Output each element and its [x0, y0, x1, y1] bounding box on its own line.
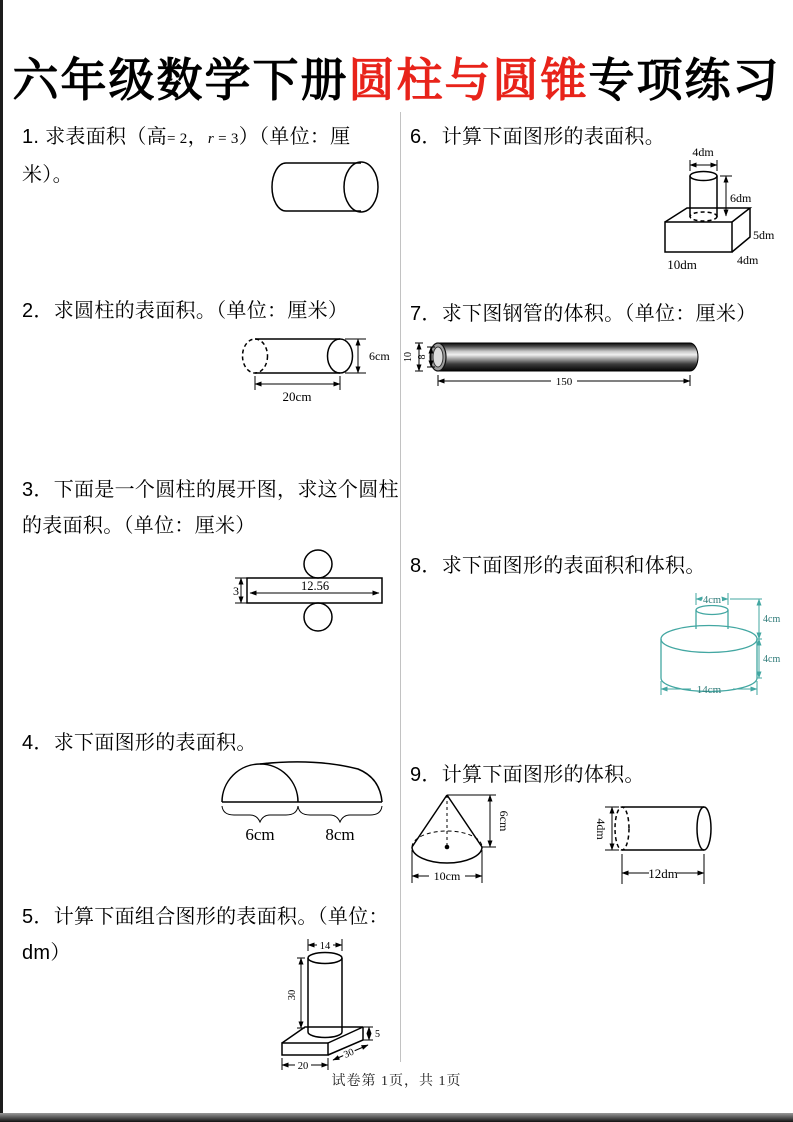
dim-label-right-width: 8cm: [325, 825, 355, 844]
dim-label-pipe-length: 150: [555, 376, 573, 388]
dim-label-slab-thickness: 5: [375, 1029, 380, 1040]
dim-label-cylinder-diameter: 4dm: [594, 818, 608, 840]
dim-label-box-depth: 4dm: [737, 253, 759, 267]
question-6-text: 6．计算下面图形的表面积。: [410, 126, 666, 148]
dim-label-top-diameter: 4dm: [692, 145, 714, 159]
dim-label-box-height: 5dm: [753, 228, 775, 242]
figure-q3-cylinder-net: [233, 545, 403, 655]
dim-label-cylinder-height: 6dm: [730, 191, 752, 205]
figure-q5-cylinder-on-slab: [278, 935, 384, 1075]
dim-label-circumference: 12.56: [300, 579, 330, 593]
dim-label-length: 20cm: [282, 389, 312, 404]
figure-q1-cylinder: [272, 158, 384, 218]
q1-var-r: r: [207, 131, 215, 147]
dim-label-cone-height: 6cm: [497, 810, 511, 832]
dim-label-net-height: 3: [233, 584, 239, 598]
title-prefix: 六年级数学下册: [12, 54, 349, 106]
dim-label-base-diameter: 14cm: [696, 684, 722, 696]
dim-label-upper-height: 4cm: [763, 614, 781, 625]
question-7-text: 7．求下图钢管的体积。（单位：厘米）: [410, 303, 757, 325]
figure-q9-cylinder: [556, 800, 726, 890]
dim-label-box-width: 10dm: [667, 257, 697, 272]
question-5-text: 5．计算下面组合图形的表面积。（单位：dm）: [22, 906, 389, 964]
dim-label-inner-diameter: 8: [417, 354, 428, 360]
q1-post: ）（单位：厘米）。: [22, 126, 351, 186]
q1-pre: 1. 求表面积（高: [22, 126, 167, 148]
figure-q7-steel-pipe: [405, 335, 793, 390]
footer-page-info: 试卷第 1页，共 1页: [331, 1074, 462, 1089]
dim-label-left-width: 6cm: [245, 825, 275, 844]
dim-label-cone-base: 10cm: [433, 869, 461, 883]
question-8-text: 8．求下面图形的表面积和体积。: [410, 555, 706, 577]
dim-label-diameter: 6cm: [369, 349, 390, 363]
question-4-text: 4．求下面图形的表面积。: [22, 732, 257, 754]
dim-label-slab-depth: 30: [342, 1046, 356, 1061]
question-9-text: 9．计算下面图形的体积。: [410, 764, 645, 786]
q1-eq-height: = 2: [166, 131, 188, 147]
question-3-text: 3．下面是一个圆柱的展开图，求这个圆柱的表面积。（单位：厘米）: [22, 479, 399, 537]
q1-eq-r: = 3: [214, 131, 239, 147]
scan-edge-left: [0, 0, 3, 1122]
dim-label-slab-width: 20: [297, 1061, 309, 1072]
figure-q6-cylinder-on-box: [650, 140, 793, 274]
figure-q8-stacked-cylinders: [643, 585, 793, 700]
dim-label-lower-height: 4cm: [763, 654, 781, 665]
dim-label-top-diameter: 4cm: [702, 595, 722, 606]
dim-label-top-diameter: 14: [319, 941, 331, 952]
question-2-text: 2．求圆柱的表面积。（单位：厘米）: [22, 300, 349, 322]
figure-q2-cylinder: [225, 332, 405, 404]
title-highlight: 圆柱与圆锥: [348, 54, 589, 106]
dim-label-cylinder-height: 30: [287, 989, 298, 1001]
dim-label-outer-diameter: 10: [403, 352, 414, 362]
q1-sep: ，: [187, 126, 208, 148]
dim-label-cylinder-length: 12dm: [648, 866, 678, 881]
figure-q4-half-cylinders: [210, 756, 400, 848]
title-suffix: 专项练习: [588, 54, 781, 106]
page-title: [0, 44, 793, 110]
scan-edge-bottom: [0, 1113, 793, 1122]
figure-q9-cone: [406, 786, 558, 892]
